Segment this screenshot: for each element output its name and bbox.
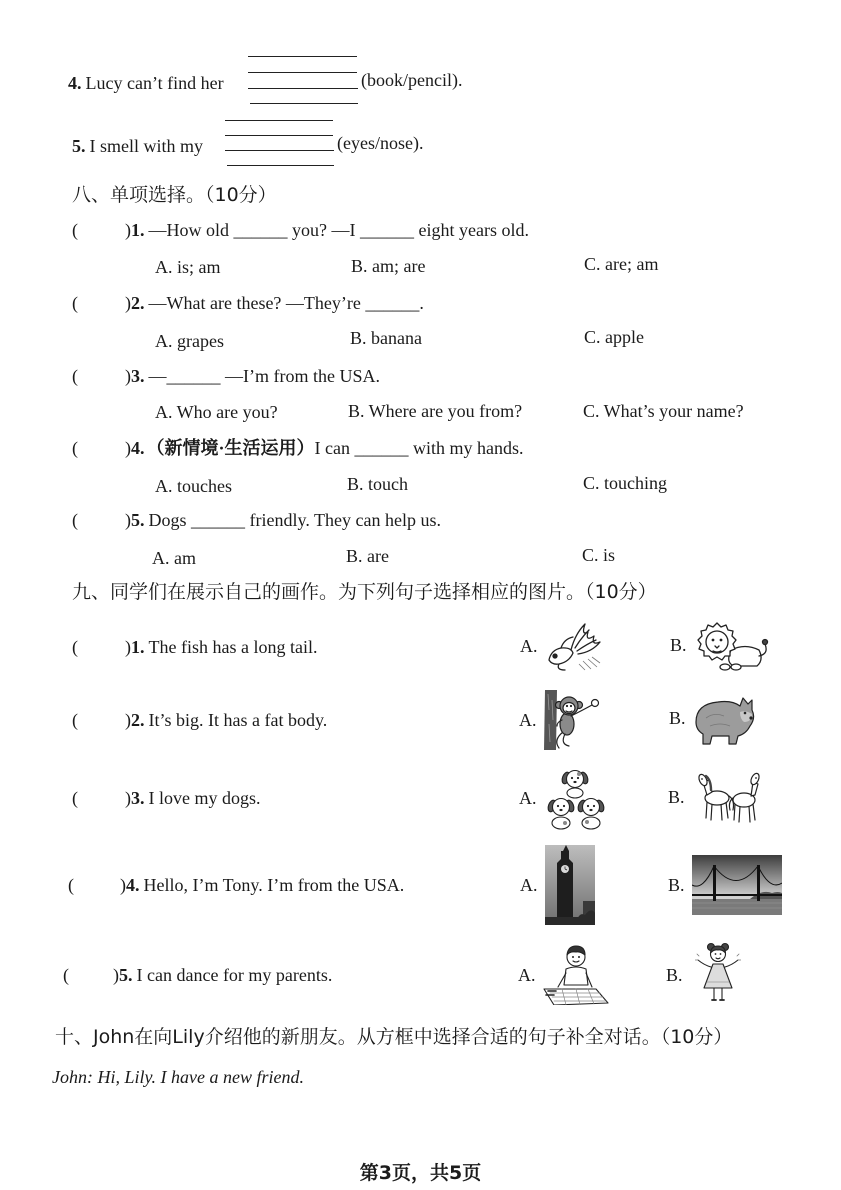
- answer-bracket-close: ): [125, 510, 131, 530]
- picture-question-5: [63, 963, 332, 987]
- option-b: B. am; are: [351, 256, 426, 276]
- question-number: 2.: [131, 293, 145, 313]
- option-b: B. banana: [350, 328, 422, 348]
- answer-bracket-open: (: [63, 965, 69, 985]
- fill-in-item-4: [68, 71, 224, 95]
- answer-bracket-close: ): [125, 220, 131, 240]
- page-footer: 第3页，共5页: [359, 1162, 482, 1184]
- boy-drawing-picture: [540, 943, 612, 1005]
- dialogue-line-1: John: Hi, Lily. I have a new friend.: [52, 1067, 304, 1087]
- writing-line: [225, 135, 333, 136]
- option-b: B. touch: [347, 474, 408, 494]
- answer-bracket-open: (: [72, 710, 78, 730]
- section-9-heading: 九、同学们在展示自己的画作。为下列句子选择相应的图片。（10分）: [72, 581, 657, 603]
- picture-question-1: [72, 635, 317, 659]
- option-c: C. is: [582, 545, 616, 565]
- picture-label-b: B.: [670, 635, 687, 655]
- answer-bracket-open: (: [72, 637, 78, 657]
- fill-in-item-5: [72, 134, 203, 158]
- picture-label-b: B.: [668, 875, 685, 895]
- question-number: 3.: [131, 366, 145, 386]
- choice-question-2: [72, 291, 424, 315]
- option-a: A. am: [152, 548, 196, 568]
- answer-bracket-open: (: [72, 220, 78, 240]
- answer-bracket-open: (: [72, 510, 78, 530]
- answer-bracket-open: (: [72, 366, 78, 386]
- question-text: It’s big. It has a fat body.: [148, 710, 328, 730]
- choice-question-1: [72, 218, 529, 242]
- answer-bracket-open: (: [72, 293, 78, 313]
- picture-label-a: A.: [519, 710, 537, 730]
- option-a: A. is; am: [155, 257, 221, 277]
- item-hint: (book/pencil).: [361, 70, 463, 90]
- item-text: Lucy can’t find her: [85, 73, 224, 93]
- fish-picture: [545, 620, 603, 672]
- question-text: I can dance for my parents.: [136, 965, 333, 985]
- horses-picture: [695, 768, 761, 826]
- answer-bracket-close: ): [113, 965, 119, 985]
- answer-bracket-open: (: [72, 788, 78, 808]
- question-number: 5.: [131, 510, 145, 530]
- picture-question-2: [72, 708, 327, 732]
- question-number: 2.: [131, 710, 145, 730]
- option-b: B. Where are you from?: [348, 401, 523, 421]
- question-text: The fish has a long tail.: [148, 637, 318, 657]
- section-10-heading: 十、John在向Lily介绍他的新朋友。从方框中选择合适的句子补全对话。（10分）: [55, 1026, 733, 1048]
- answer-bracket-close: ): [125, 366, 131, 386]
- monkey-picture: [543, 690, 601, 750]
- answer-bracket-close: ): [125, 637, 131, 657]
- answer-bracket-close: ): [125, 710, 131, 730]
- picture-label-b: B.: [669, 708, 686, 728]
- question-text: Dogs ______ friendly. They can help us.: [148, 510, 441, 530]
- answer-bracket-close: ): [125, 293, 131, 313]
- question-number: 5.: [119, 965, 133, 985]
- question-text: Hello, I’m Tony. I’m from the USA.: [143, 875, 405, 895]
- writing-line: [248, 72, 357, 73]
- question-text: I can ______ with my hands.: [314, 438, 524, 458]
- question-number: 4.: [126, 875, 140, 895]
- question-number: 3.: [131, 788, 145, 808]
- picture-label-a: A.: [518, 965, 536, 985]
- big-ben-photo: [545, 845, 595, 925]
- choice-question-5: [72, 508, 441, 532]
- item-number: 5.: [72, 136, 86, 156]
- dogs-picture: [545, 765, 607, 831]
- answer-bracket-open: (: [68, 875, 74, 895]
- option-b: B. are: [346, 546, 389, 566]
- lion-picture: [695, 620, 771, 672]
- option-c: C. apple: [584, 327, 644, 347]
- question-text: I love my dogs.: [148, 788, 261, 808]
- picture-label-b: B.: [668, 787, 685, 807]
- picture-question-4: [68, 873, 404, 897]
- question-number: 1.: [131, 637, 145, 657]
- question-context-tag: （新情境·生活运用）: [146, 438, 315, 458]
- choice-question-4: [72, 436, 523, 460]
- answer-bracket-open: (: [72, 438, 78, 458]
- answer-bracket-close: ): [120, 875, 126, 895]
- question-text: —What are these? —They’re ______.: [148, 293, 424, 313]
- picture-label-b: B.: [666, 965, 683, 985]
- option-c: C. are; am: [584, 254, 659, 274]
- section-8-heading: 八、单项选择。（10分）: [72, 184, 277, 206]
- item-hint: (eyes/nose).: [337, 133, 424, 153]
- writing-line: [227, 165, 334, 166]
- item-number: 4.: [68, 73, 82, 93]
- option-a: A. Who are you?: [155, 402, 278, 422]
- bear-picture: [690, 692, 756, 748]
- picture-label-a: A.: [520, 636, 538, 656]
- answer-bracket-close: ): [125, 788, 131, 808]
- writing-line: [248, 88, 358, 89]
- option-a: A. touches: [155, 476, 232, 496]
- girl-dancing-picture: [695, 940, 741, 1005]
- picture-label-a: A.: [520, 875, 538, 895]
- question-text: —______ —I’m from the USA.: [148, 366, 380, 386]
- picture-label-a: A.: [519, 788, 537, 808]
- writing-line: [250, 103, 358, 104]
- picture-question-3: [72, 786, 261, 810]
- item-text: I smell with my: [89, 136, 203, 156]
- writing-line: [225, 150, 334, 151]
- answer-bracket-close: ): [125, 438, 131, 458]
- choice-question-3: [72, 364, 380, 388]
- question-number: 1.: [131, 220, 145, 240]
- option-c: C. touching: [583, 473, 667, 493]
- option-c: C. What’s your name?: [583, 401, 744, 421]
- option-a: A. grapes: [155, 331, 224, 351]
- question-number: 4.: [131, 438, 145, 458]
- writing-line: [225, 120, 333, 121]
- golden-gate-bridge-photo: [692, 855, 782, 915]
- writing-line: [248, 56, 357, 57]
- question-text: —How old ______ you? —I ______ eight years old.: [148, 220, 529, 240]
